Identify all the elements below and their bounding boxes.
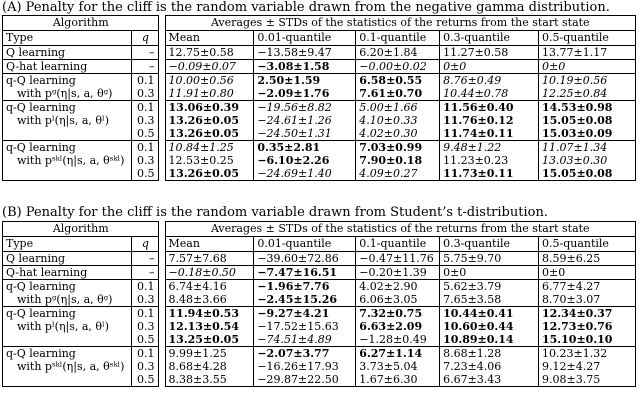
table-cell: 8.48±3.66 xyxy=(165,293,254,307)
table-cell: 7.57±7.68 xyxy=(165,252,254,266)
table-cell: 13.06±0.39 xyxy=(165,101,254,115)
header-col-3: 0.3-quantile xyxy=(440,237,539,252)
q-value: – xyxy=(132,46,159,60)
table-cell: 8.38±3.55 xyxy=(165,373,254,387)
algorithm-name: with pˢᵏˡ(η|s, a, θˢᵏˡ) xyxy=(3,154,132,167)
caption-table-b: (B) Penalty for the cliff is the random variable drawn from Student’s t-distribution. xyxy=(2,205,548,220)
table-cell: 4.02±0.30 xyxy=(356,127,440,141)
algorithm-name xyxy=(3,373,132,387)
table-cell: 3.73±5.04 xyxy=(356,360,440,373)
table-cell: 4.09±0.27 xyxy=(356,167,440,181)
table-cell: 11.56±0.40 xyxy=(440,101,539,115)
table-cell: −0.47±11.76 xyxy=(356,252,440,266)
header-col-2: 0.1-quantile xyxy=(356,237,440,252)
table-cell: 11.74±0.11 xyxy=(440,127,539,141)
header-col-4: 0.5-quantile xyxy=(539,237,636,252)
table-cell: 12.73±0.76 xyxy=(539,320,636,333)
q-value: 0.5 xyxy=(132,373,159,387)
table-cell: −16.26±17.93 xyxy=(254,360,356,373)
table-cell: 10.89±0.14 xyxy=(440,333,539,347)
table-cell: 7.90±0.18 xyxy=(356,154,440,167)
algorithm-name: with pˡ(η|s, a, θˡ) xyxy=(3,114,132,127)
algorithm-name: with pᵍ(η|s, a, θᵍ) xyxy=(3,87,132,101)
table-cell: 9.48±1.22 xyxy=(440,141,539,155)
table-cell: −0.20±1.39 xyxy=(356,266,440,280)
table-cell: 7.23±4.06 xyxy=(440,360,539,373)
q-value: 0.3 xyxy=(132,320,159,333)
table-cell: 9.99±1.25 xyxy=(165,347,254,361)
header-q: q xyxy=(132,31,159,46)
table-cell: 12.75±0.58 xyxy=(165,46,254,60)
table-cell: 5.75±9.70 xyxy=(440,252,539,266)
q-value: 0.3 xyxy=(132,293,159,307)
header-col-2: 0.1-quantile xyxy=(356,31,440,46)
table-cell: 6.06±3.05 xyxy=(356,293,440,307)
table-cell: 8.68±1.28 xyxy=(440,347,539,361)
table-cell: −2.07±3.77 xyxy=(254,347,356,361)
table-cell: −29.87±22.50 xyxy=(254,373,356,387)
table-cell: 15.03±0.09 xyxy=(539,127,636,141)
table-cell: 8.59±6.25 xyxy=(539,252,636,266)
header-col-3: 0.3-quantile xyxy=(440,31,539,46)
q-value: 0.1 xyxy=(132,74,159,88)
header-algorithm: Algorithm xyxy=(3,16,159,31)
table-cell: −2.45±15.26 xyxy=(254,293,356,307)
table-cell: −3.08±1.58 xyxy=(254,60,356,74)
q-value: 0.1 xyxy=(132,101,159,115)
table-cell: −39.60±72.86 xyxy=(254,252,356,266)
table-cell: 10.84±1.25 xyxy=(165,141,254,155)
table-cell: −13.58±9.47 xyxy=(254,46,356,60)
table-cell: 13.25±0.05 xyxy=(165,333,254,347)
algorithm-name: with pᵍ(η|s, a, θᵍ) xyxy=(3,293,132,307)
table-cell: 11.23±0.23 xyxy=(440,154,539,167)
algorithm-name xyxy=(3,127,132,141)
table-cell: 13.26±0.05 xyxy=(165,114,254,127)
algorithm-name xyxy=(3,167,132,181)
algorithm-name: q-Q learning xyxy=(3,141,132,155)
table-cell: −74.51±4.89 xyxy=(254,333,356,347)
table-cell: −24.50±1.31 xyxy=(254,127,356,141)
table-cell: 10.19±0.56 xyxy=(539,74,636,88)
table-cell: 6.58±0.55 xyxy=(356,74,440,88)
table-cell: 10.23±1.32 xyxy=(539,347,636,361)
table-cell: −0.00±0.02 xyxy=(356,60,440,74)
algorithm-name: Q learning xyxy=(3,46,132,60)
header-col-0: Mean xyxy=(165,237,254,252)
algorithm-name: q-Q learning xyxy=(3,280,132,294)
table-cell: 7.32±0.75 xyxy=(356,307,440,321)
table-cell: 14.53±0.98 xyxy=(539,101,636,115)
table-cell: 11.94±0.53 xyxy=(165,307,254,321)
table-cell: 13.03±0.30 xyxy=(539,154,636,167)
table-cell: 8.70±3.07 xyxy=(539,293,636,307)
table-cell: 13.26±0.05 xyxy=(165,167,254,181)
table-cell: 11.73±0.11 xyxy=(440,167,539,181)
algorithm-name: Q-hat learning xyxy=(3,60,132,74)
header-col-0: Mean xyxy=(165,31,254,46)
q-value: 0.1 xyxy=(132,307,159,321)
table-cell: 4.02±2.90 xyxy=(356,280,440,294)
table-cell: 6.67±3.43 xyxy=(440,373,539,387)
table-cell: 10.00±0.56 xyxy=(165,74,254,88)
table-cell: 11.07±1.34 xyxy=(539,141,636,155)
table-cell: 9.12±4.27 xyxy=(539,360,636,373)
table-cell: 10.44±0.78 xyxy=(440,87,539,101)
header-col-1: 0.01-quantile xyxy=(254,31,356,46)
table-cell: −0.09±0.07 xyxy=(165,60,254,74)
q-value: 0.5 xyxy=(132,333,159,347)
table-cell: 15.10±0.10 xyxy=(539,333,636,347)
table-cell: 7.65±3.58 xyxy=(440,293,539,307)
algorithm-name: q-Q learning xyxy=(3,307,132,321)
table-cell: 10.60±0.44 xyxy=(440,320,539,333)
table-cell: −7.47±16.51 xyxy=(254,266,356,280)
header-averages: Averages ± STDs of the statistics of the returns from the start state xyxy=(165,222,635,237)
table-cell: −24.69±1.40 xyxy=(254,167,356,181)
q-value: – xyxy=(132,60,159,74)
q-value: – xyxy=(132,266,159,280)
table-cell: 8.68±4.28 xyxy=(165,360,254,373)
table-cell: 5.00±1.66 xyxy=(356,101,440,115)
table-cell: 12.34±0.37 xyxy=(539,307,636,321)
table-cell: 0±0 xyxy=(440,266,539,280)
header-q: q xyxy=(132,237,159,252)
table-cell: −19.56±8.82 xyxy=(254,101,356,115)
header-col-4: 0.5-quantile xyxy=(539,31,636,46)
table-cell: 9.08±3.75 xyxy=(539,373,636,387)
algorithm-name: Q-hat learning xyxy=(3,266,132,280)
table-cell: −24.61±1.26 xyxy=(254,114,356,127)
table-cell: 11.76±0.12 xyxy=(440,114,539,127)
caption-table-a: (A) Penalty for the cliff is the random variable drawn from the negative gamma distribution. xyxy=(2,0,610,15)
algorithm-name: Q learning xyxy=(3,252,132,266)
algorithm-name: q-Q learning xyxy=(3,347,132,361)
q-value: 0.3 xyxy=(132,154,159,167)
q-value: 0.3 xyxy=(132,114,159,127)
table-cell: 0±0 xyxy=(539,60,636,74)
table-cell: −0.18±0.50 xyxy=(165,266,254,280)
table-cell: 4.10±0.33 xyxy=(356,114,440,127)
header-col-1: 0.01-quantile xyxy=(254,237,356,252)
header-algorithm: Algorithm xyxy=(3,222,159,237)
header-type: Type xyxy=(3,31,132,46)
table-cell: 15.05±0.08 xyxy=(539,114,636,127)
table-cell: −1.28±0.49 xyxy=(356,333,440,347)
algorithm-name xyxy=(3,333,132,347)
table-cell: 6.20±1.84 xyxy=(356,46,440,60)
table-cell: 2.50±1.59 xyxy=(254,74,356,88)
table-cell: 12.53±0.25 xyxy=(165,154,254,167)
table-cell: 1.67±6.30 xyxy=(356,373,440,387)
table-cell: 13.26±0.05 xyxy=(165,127,254,141)
q-value: 0.3 xyxy=(132,360,159,373)
table-cell: −1.96±7.76 xyxy=(254,280,356,294)
table-cell: 11.27±0.58 xyxy=(440,46,539,60)
algorithm-name: with pˢᵏˡ(η|s, a, θˢᵏˡ) xyxy=(3,360,132,373)
table-cell: 0±0 xyxy=(539,266,636,280)
q-value: 0.5 xyxy=(132,167,159,181)
table-cell: −17.52±15.63 xyxy=(254,320,356,333)
table-cell: 7.61±0.70 xyxy=(356,87,440,101)
table-cell: −2.09±1.76 xyxy=(254,87,356,101)
table-cell: 8.76±0.49 xyxy=(440,74,539,88)
q-value: 0.1 xyxy=(132,280,159,294)
table-cell: 12.13±0.54 xyxy=(165,320,254,333)
table-cell: 10.44±0.41 xyxy=(440,307,539,321)
table-cell: 15.05±0.08 xyxy=(539,167,636,181)
table-cell: 12.25±0.84 xyxy=(539,87,636,101)
algorithm-name: q-Q learning xyxy=(3,101,132,115)
q-value: 0.3 xyxy=(132,87,159,101)
q-value: 0.5 xyxy=(132,127,159,141)
q-value: – xyxy=(132,252,159,266)
table-cell: 6.27±1.14 xyxy=(356,347,440,361)
table-cell: 13.77±1.17 xyxy=(539,46,636,60)
table-cell: 7.03±0.99 xyxy=(356,141,440,155)
results-table-a xyxy=(2,15,636,181)
table-cell: 11.91±0.80 xyxy=(165,87,254,101)
table-cell: 0±0 xyxy=(440,60,539,74)
table-cell: −9.27±4.21 xyxy=(254,307,356,321)
table-cell: 5.62±3.79 xyxy=(440,280,539,294)
table-cell: 6.77±4.27 xyxy=(539,280,636,294)
table-cell: 6.74±4.16 xyxy=(165,280,254,294)
table-cell: 0.35±2.81 xyxy=(254,141,356,155)
results-table-b xyxy=(2,221,636,387)
header-type: Type xyxy=(3,237,132,252)
table-cell: −6.10±2.26 xyxy=(254,154,356,167)
algorithm-name: with pˡ(η|s, a, θˡ) xyxy=(3,320,132,333)
q-value: 0.1 xyxy=(132,347,159,361)
table-cell: 6.63±2.09 xyxy=(356,320,440,333)
algorithm-name: q-Q learning xyxy=(3,74,132,88)
q-value: 0.1 xyxy=(132,141,159,155)
header-averages: Averages ± STDs of the statistics of the returns from the start state xyxy=(165,16,635,31)
